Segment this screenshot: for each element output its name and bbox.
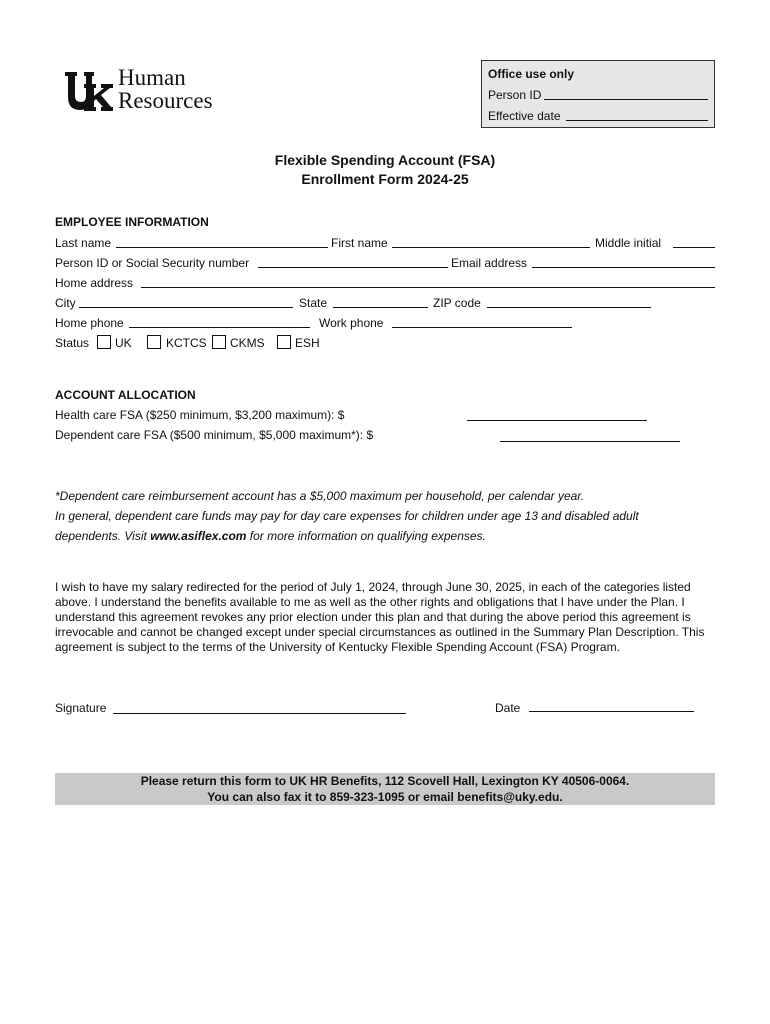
uk-logo-icon bbox=[64, 70, 114, 112]
agreement-text: I wish to have my salary redirected for the period of July 1, 2024, through June 30, 2025, in each of the categories listed above. I understand the benefits available to me as well as the other rights and obligations that I have under the Plan. I understand this agreement revokes any prior election under this plan and that during the above period this agreement is irrevocable and cannot be changed except under special circumstances as outlined in the Summary Plan Description. This agreement is subject to the terms of the University of Kentucky Flexible Spending Account (FSA) Program. bbox=[55, 580, 705, 654]
home-phone-field[interactable] bbox=[129, 327, 310, 328]
employee-info-heading: EMPLOYEE INFORMATION bbox=[55, 215, 209, 229]
dependent-care-fsa-field[interactable] bbox=[500, 441, 680, 442]
logo-wordmark bbox=[118, 66, 213, 112]
middle-initial-field[interactable] bbox=[673, 247, 715, 248]
status-ckms-checkbox[interactable] bbox=[212, 335, 226, 349]
form-title-line-1: Flexible Spending Account (FSA) bbox=[274, 152, 496, 168]
footer-email-pre: or email bbox=[404, 790, 458, 804]
status-label: Status bbox=[55, 336, 90, 350]
benefits-email-link[interactable]: benefits@uky.edu bbox=[457, 790, 560, 804]
dependent-care-fsa-label: Dependent care FSA ($500 minimum, $5,000 maximum*): $ bbox=[55, 428, 374, 442]
first-name-label: First name bbox=[331, 236, 388, 250]
note-3-post: for more information on qualifying expenses. bbox=[246, 529, 486, 543]
office-effective-date-label: Effective date bbox=[488, 109, 561, 123]
email-label: Email address bbox=[451, 256, 528, 270]
dependent-care-note-3 bbox=[55, 529, 486, 543]
date-field[interactable] bbox=[529, 711, 694, 712]
first-name-field[interactable] bbox=[392, 247, 590, 248]
return-instructions-banner bbox=[55, 773, 715, 805]
status-esh-label: ESH bbox=[295, 336, 320, 350]
state-label: State bbox=[299, 296, 328, 310]
office-use-box bbox=[481, 60, 715, 128]
signature-field[interactable] bbox=[113, 713, 406, 714]
note-3-pre: dependents. Visit bbox=[55, 529, 151, 543]
email-field[interactable] bbox=[532, 267, 715, 268]
office-person-id-label: Person ID bbox=[488, 88, 542, 102]
middle-initial-label: Middle initial bbox=[595, 236, 662, 250]
logo-line-2: Resources bbox=[118, 88, 213, 113]
date-label: Date bbox=[495, 701, 521, 715]
office-person-id-field[interactable] bbox=[544, 99, 708, 100]
form-title-line-2: Enrollment Form 2024-25 bbox=[301, 171, 469, 187]
status-uk-checkbox[interactable] bbox=[97, 335, 111, 349]
city-label: City bbox=[55, 296, 76, 310]
status-uk-label: UK bbox=[115, 336, 132, 350]
account-allocation-heading: ACCOUNT ALLOCATION bbox=[55, 388, 196, 402]
home-address-label: Home address bbox=[55, 276, 134, 290]
home-address-field[interactable] bbox=[141, 287, 715, 288]
health-care-fsa-field[interactable] bbox=[467, 420, 647, 421]
person-id-ssn-label: Person ID or Social Security number bbox=[55, 256, 250, 270]
zip-field[interactable] bbox=[487, 307, 651, 308]
footer-line-2 bbox=[55, 789, 715, 805]
person-id-ssn-field[interactable] bbox=[258, 267, 448, 268]
dependent-care-note-1: *Dependent care reimbursement account has a $5,000 maximum per household, per calendar year. bbox=[55, 489, 585, 503]
fax-number: 859-323-1095 bbox=[329, 790, 405, 804]
logo-line-1: Human bbox=[118, 65, 186, 90]
work-phone-label: Work phone bbox=[319, 316, 384, 330]
signature-label: Signature bbox=[55, 701, 107, 715]
home-phone-label: Home phone bbox=[55, 316, 124, 330]
status-kctcs-checkbox[interactable] bbox=[147, 335, 161, 349]
asiflex-link[interactable]: www.asiflex.com bbox=[150, 529, 247, 543]
status-ckms-label: CKMS bbox=[230, 336, 265, 350]
office-box-title: Office use only bbox=[488, 67, 575, 81]
status-kctcs-label: KCTCS bbox=[166, 336, 207, 350]
status-esh-checkbox[interactable] bbox=[277, 335, 291, 349]
footer-line-2-end: . bbox=[559, 790, 563, 804]
last-name-field[interactable] bbox=[116, 247, 328, 248]
footer-fax-pre: You can also fax it to bbox=[207, 790, 330, 804]
footer-line-1: Please return this form to UK HR Benefits, 112 Scovell Hall, Lexington KY 40506-0064. bbox=[140, 774, 630, 788]
dependent-care-note-2: In general, dependent care funds may pay for day care expenses for children under age 13 and disabled adult bbox=[55, 509, 639, 523]
office-effective-date-field[interactable] bbox=[566, 120, 708, 121]
state-field[interactable] bbox=[333, 307, 428, 308]
last-name-label: Last name bbox=[55, 236, 112, 250]
city-field[interactable] bbox=[79, 307, 293, 308]
zip-label: ZIP code bbox=[433, 296, 481, 310]
health-care-fsa-label: Health care FSA ($250 minimum, $3,200 maximum): $ bbox=[55, 408, 345, 422]
work-phone-field[interactable] bbox=[392, 327, 572, 328]
